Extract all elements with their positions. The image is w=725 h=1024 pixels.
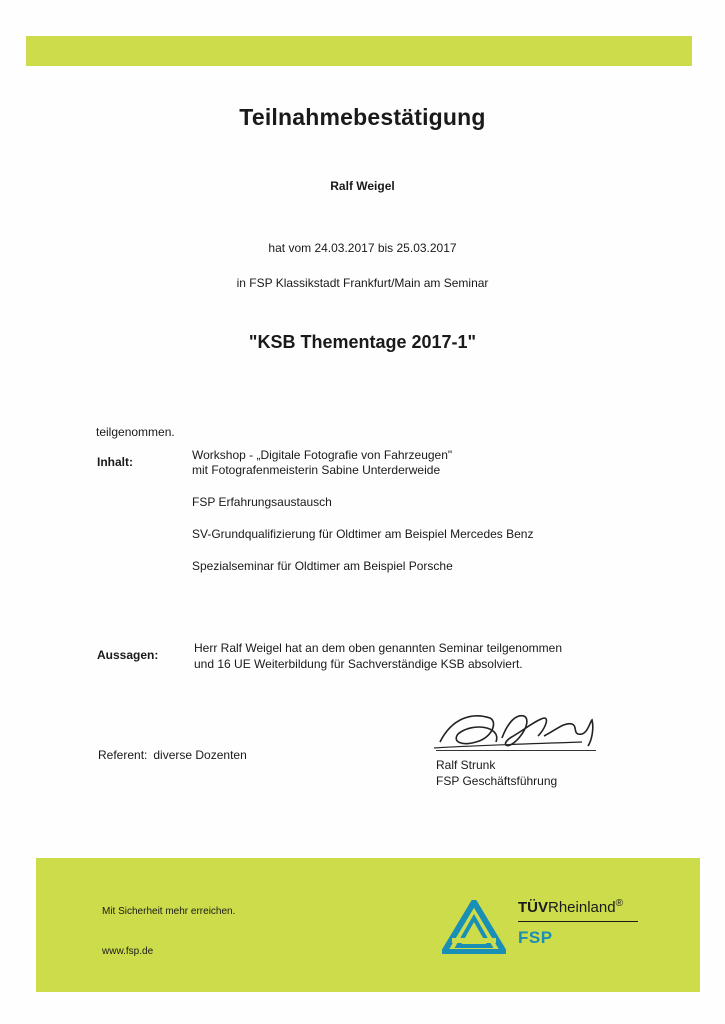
content-item: mit Fotografenmeisterin Sabine Unterderweide xyxy=(192,463,441,477)
footer-slogan: Mit Sicherheit mehr erreichen. xyxy=(102,906,236,917)
content-label: Inhalt: xyxy=(97,455,133,469)
referent xyxy=(98,748,247,762)
tuv-triangle-logo-icon xyxy=(442,900,506,954)
content-item: SV-Grundqualifizierung für Oldtimer am Beispiel Mercedes Benz xyxy=(192,527,534,541)
footer-website: www.fsp.de xyxy=(102,946,154,957)
statement-label: Aussagen: xyxy=(97,648,159,662)
seminar-period: hat vom 24.03.2017 bis 25.03.2017 xyxy=(268,241,457,255)
top-color-band xyxy=(26,36,692,66)
statement-line: und 16 UE Weiterbildung für Sachverständige KSB absolviert. xyxy=(194,657,523,671)
seminar-location: in FSP Klassikstadt Frankfurt/Main am Seminar xyxy=(236,276,489,290)
statement-line: Herr Ralf Weigel hat an dem oben genannten Seminar teilgenommen xyxy=(194,641,562,655)
participated-text: teilgenommen. xyxy=(96,425,175,439)
referent-label: Referent: xyxy=(98,748,148,762)
handwritten-signature xyxy=(432,708,602,754)
recipient-name: Ralf Weigel xyxy=(330,179,395,193)
brand-divider xyxy=(518,921,638,922)
signer-role: FSP Geschäftsführung xyxy=(436,774,558,788)
statement-text xyxy=(194,640,562,672)
content-item: Workshop - „Digitale Fotografie von Fahrzeugen" xyxy=(192,448,453,462)
signer-block xyxy=(436,757,557,789)
footer-band xyxy=(36,858,700,992)
content-item: FSP Erfahrungsaustausch xyxy=(192,495,332,509)
brand-sub: FSP xyxy=(518,928,553,947)
signer-name: Ralf Strunk xyxy=(436,758,496,772)
content-item: Spezialseminar für Oldtimer am Beispiel Porsche xyxy=(192,559,453,573)
signature-line xyxy=(436,750,596,751)
seminar-title: "KSB Thementage 2017-1" xyxy=(248,332,477,352)
certificate-title: Teilnahmebestätigung xyxy=(239,104,486,130)
referent-value: diverse Dozenten xyxy=(153,748,247,762)
brand-name: TÜVRheinland® xyxy=(518,898,623,916)
content-list xyxy=(192,448,533,574)
